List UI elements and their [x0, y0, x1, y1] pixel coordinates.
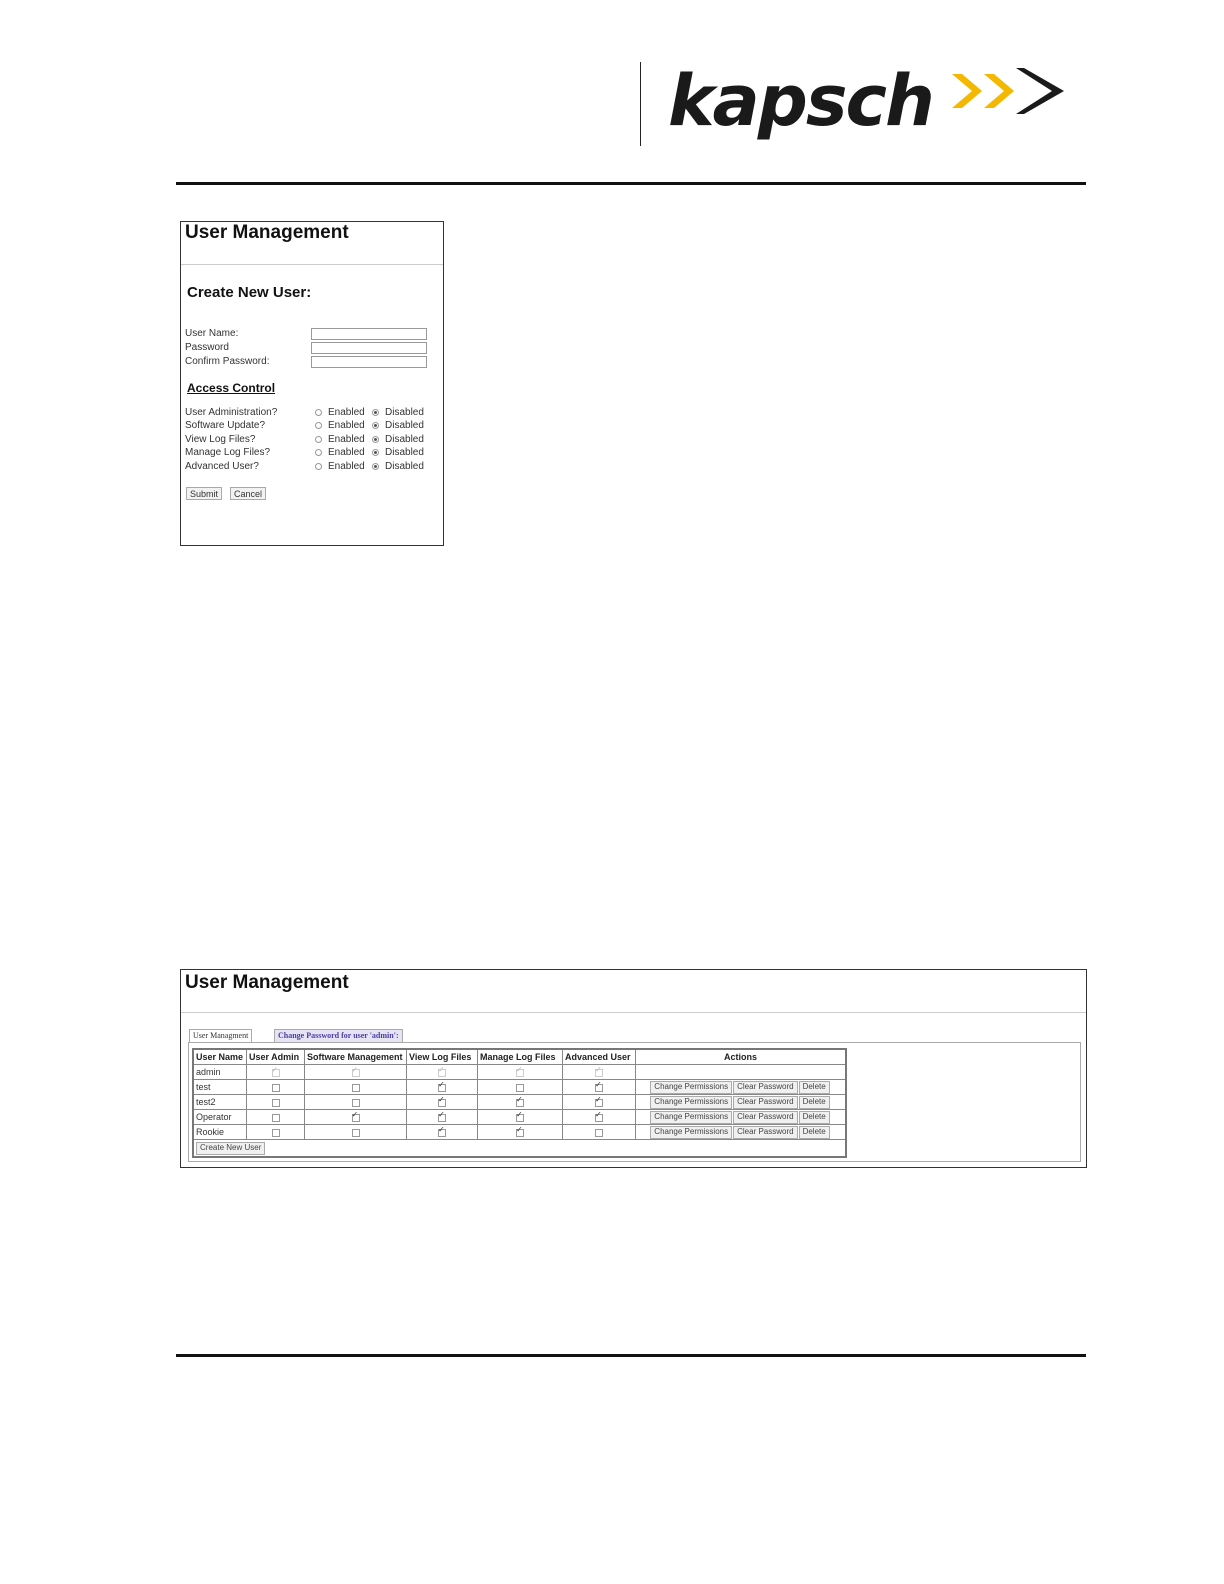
view-log-disabled-radio[interactable] [372, 436, 379, 443]
table-row [193, 1125, 846, 1140]
user-admin-cell [247, 1095, 305, 1110]
user-list-screenshot [180, 969, 1087, 1168]
advanced-user-cell [563, 1065, 636, 1080]
column-header: Advanced User [563, 1049, 636, 1065]
create-user-screenshot [180, 221, 444, 546]
manage-log-files-cell [478, 1095, 563, 1110]
software-management-cell [305, 1110, 407, 1125]
advanced-user-disabled-radio[interactable] [372, 463, 379, 470]
logo-wordmark: kapsch [668, 60, 933, 142]
table-header-row [193, 1049, 846, 1065]
column-header: Software Management [305, 1049, 407, 1065]
manage-log-files-checkbox[interactable] [516, 1099, 524, 1107]
change-permissions-button[interactable]: Change Permissions [650, 1096, 732, 1109]
delete-button[interactable]: Delete [799, 1081, 830, 1094]
access-label-user-admin: User Administration? [185, 407, 278, 418]
advanced-user-cell [563, 1110, 636, 1125]
user-admin-cell [247, 1125, 305, 1140]
software-management-checkbox[interactable] [352, 1129, 360, 1137]
advanced-user-cell [563, 1095, 636, 1110]
password-label: Password [185, 342, 229, 353]
software-management-checkbox[interactable] [352, 1099, 360, 1107]
delete-button[interactable]: Delete [799, 1111, 830, 1124]
software-management-cell [305, 1065, 407, 1080]
manage-log-files-checkbox[interactable] [516, 1114, 524, 1122]
view-log-files-cell [407, 1125, 478, 1140]
confirm-password-label: Confirm Password: [185, 356, 270, 367]
header-divider [640, 62, 641, 146]
table-footer-row [193, 1140, 846, 1158]
view-log-files-checkbox[interactable] [438, 1084, 446, 1092]
disabled-label: Disabled [385, 447, 424, 458]
change-permissions-button[interactable]: Change Permissions [650, 1081, 732, 1094]
enabled-label: Enabled [328, 447, 365, 458]
advanced-user-checkbox [595, 1069, 603, 1077]
view-log-files-checkbox [438, 1069, 446, 1077]
tab-user-management[interactable]: User Managment [189, 1029, 252, 1042]
user-admin-checkbox[interactable] [272, 1129, 280, 1137]
software-management-cell [305, 1080, 407, 1095]
view-log-files-checkbox[interactable] [438, 1114, 446, 1122]
manage-log-files-cell [478, 1065, 563, 1080]
disabled-label: Disabled [385, 407, 424, 418]
view-log-files-cell [407, 1095, 478, 1110]
enabled-label: Enabled [328, 407, 365, 418]
change-permissions-button[interactable]: Change Permissions [650, 1111, 732, 1124]
clear-password-button[interactable]: Clear Password [733, 1111, 797, 1124]
software-management-checkbox [352, 1069, 360, 1077]
column-header: Actions [636, 1049, 847, 1065]
advanced-user-cell [563, 1080, 636, 1095]
advanced-user-enabled-radio[interactable] [315, 463, 322, 470]
actions-cell [636, 1110, 847, 1125]
delete-button[interactable]: Delete [799, 1096, 830, 1109]
software-management-checkbox[interactable] [352, 1084, 360, 1092]
enabled-label: Enabled [328, 434, 365, 445]
footer-rule [176, 1354, 1086, 1357]
actions-cell [636, 1080, 847, 1095]
user-table [192, 1048, 847, 1158]
create-user-heading: Create New User: [187, 284, 312, 301]
header-rule [176, 182, 1086, 185]
change-permissions-button[interactable]: Change Permissions [650, 1126, 732, 1139]
delete-button[interactable]: Delete [799, 1126, 830, 1139]
user-admin-checkbox[interactable] [272, 1084, 280, 1092]
username-input[interactable] [311, 328, 427, 340]
column-header: Manage Log Files [478, 1049, 563, 1065]
clear-password-button[interactable]: Clear Password [733, 1096, 797, 1109]
disabled-label: Disabled [385, 434, 424, 445]
user-admin-enabled-radio[interactable] [315, 409, 322, 416]
table-row [193, 1095, 846, 1110]
view-log-enabled-radio[interactable] [315, 436, 322, 443]
user-admin-checkbox[interactable] [272, 1114, 280, 1122]
view-log-files-cell [407, 1110, 478, 1125]
access-label-advanced-user: Advanced User? [185, 461, 259, 472]
user-admin-disabled-radio[interactable] [372, 409, 379, 416]
column-header: View Log Files [407, 1049, 478, 1065]
manage-log-files-cell [478, 1125, 563, 1140]
software-management-checkbox[interactable] [352, 1114, 360, 1122]
password-input[interactable] [311, 342, 427, 354]
view-log-files-checkbox[interactable] [438, 1129, 446, 1137]
manage-log-files-checkbox [516, 1069, 524, 1077]
view-log-files-cell [407, 1065, 478, 1080]
advanced-user-checkbox[interactable] [595, 1129, 603, 1137]
kapsch-logo [668, 56, 1088, 146]
user-name-cell: Operator [193, 1110, 247, 1125]
page-title: User Management [185, 222, 349, 243]
disabled-label: Disabled [385, 420, 424, 431]
clear-password-button[interactable]: Clear Password [733, 1126, 797, 1139]
user-name-cell: test [193, 1080, 247, 1095]
table-row [193, 1080, 846, 1095]
access-label-manage-log: Manage Log Files? [185, 447, 271, 458]
software-update-disabled-radio[interactable] [372, 422, 379, 429]
title-divider [181, 264, 443, 265]
user-name-cell: admin [193, 1065, 247, 1080]
page-title: User Management [185, 972, 349, 993]
tab-change-password[interactable]: Change Password for user 'admin': [274, 1029, 403, 1042]
actions-cell [636, 1095, 847, 1110]
table-row [193, 1065, 846, 1080]
create-new-user-button[interactable]: Create New User [196, 1142, 265, 1155]
column-header: User Admin [247, 1049, 305, 1065]
disabled-label: Disabled [385, 461, 424, 472]
clear-password-button[interactable]: Clear Password [733, 1081, 797, 1094]
user-table-panel [188, 1042, 1081, 1162]
user-admin-cell [247, 1080, 305, 1095]
software-update-enabled-radio[interactable] [315, 422, 322, 429]
actions-cell [636, 1065, 847, 1080]
table-row [193, 1110, 846, 1125]
user-admin-cell [247, 1110, 305, 1125]
confirm-password-input[interactable] [311, 356, 427, 368]
user-name-cell: Rookie [193, 1125, 247, 1140]
advanced-user-cell [563, 1125, 636, 1140]
view-log-files-cell [407, 1080, 478, 1095]
user-admin-checkbox [272, 1069, 280, 1077]
cancel-button[interactable]: Cancel [230, 487, 266, 500]
title-divider [181, 1012, 1086, 1013]
enabled-label: Enabled [328, 420, 365, 431]
enabled-label: Enabled [328, 461, 365, 472]
manage-log-disabled-radio[interactable] [372, 449, 379, 456]
actions-cell [636, 1125, 847, 1140]
username-label: User Name: [185, 328, 239, 339]
manage-log-files-checkbox[interactable] [516, 1129, 524, 1137]
user-admin-checkbox[interactable] [272, 1099, 280, 1107]
access-label-software-update: Software Update? [185, 420, 266, 431]
submit-button[interactable]: Submit [186, 487, 222, 500]
access-control-heading: Access Control [187, 381, 276, 395]
logo-chevrons-icon [952, 66, 1082, 116]
software-management-cell [305, 1095, 407, 1110]
advanced-user-checkbox[interactable] [595, 1114, 603, 1122]
manage-log-files-cell [478, 1110, 563, 1125]
column-header: User Name [193, 1049, 247, 1065]
advanced-user-checkbox[interactable] [595, 1099, 603, 1107]
view-log-files-checkbox[interactable] [438, 1099, 446, 1107]
manage-log-enabled-radio[interactable] [315, 449, 322, 456]
advanced-user-checkbox[interactable] [595, 1084, 603, 1092]
access-label-view-log: View Log Files? [185, 434, 256, 445]
manage-log-files-cell [478, 1080, 563, 1095]
software-management-cell [305, 1125, 407, 1140]
user-admin-cell [247, 1065, 305, 1080]
manage-log-files-checkbox[interactable] [516, 1084, 524, 1092]
user-name-cell: test2 [193, 1095, 247, 1110]
